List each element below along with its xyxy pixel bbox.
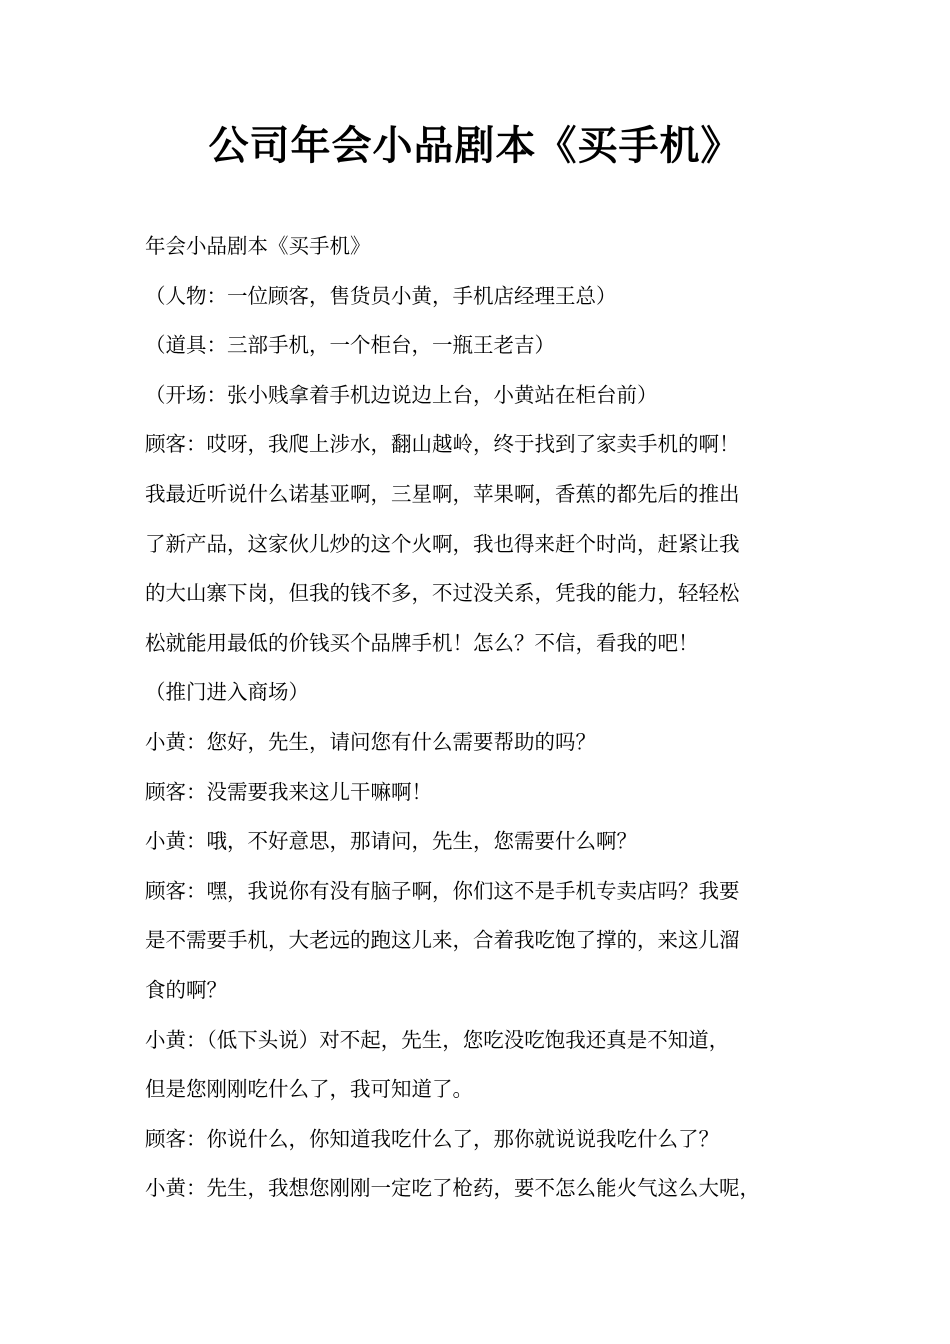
body-line: 顾客：没需要我来这儿干嘛啊！	[145, 779, 432, 804]
body-line: 但是您刚刚吃什么了，我可知道了。	[145, 1077, 473, 1102]
body-line: （推门进入商场）	[145, 680, 309, 705]
body-line: 小黄：先生，我想您刚刚一定吃了枪药，要不怎么能火气这么大呢，	[145, 1176, 760, 1201]
body-line: 小黄：哦，不好意思，那请问，先生，您需要什么啊？	[145, 829, 637, 854]
body-line: 松就能用最低的价钱买个品牌手机！怎么？不信，看我的吧！	[145, 630, 699, 655]
body-line: 顾客：嘿，我说你有没有脑子啊，你们这不是手机专卖店吗？我要	[145, 878, 740, 903]
body-line: 小黄：您好，先生，请问您有什么需要帮助的吗？	[145, 729, 596, 754]
body-line: 是不需要手机，大老远的跑这儿来，合着我吃饱了撑的，来这儿溜	[145, 928, 740, 953]
body-line: 的大山寨下岗，但我的钱不多，不过没关系，凭我的能力，轻轻松	[145, 581, 740, 606]
body-line: （道具：三部手机，一个柜台，一瓶王老吉）	[145, 333, 555, 358]
body-line: 我最近听说什么诺基亚啊，三星啊，苹果啊，香蕉的都先后的推出	[145, 481, 740, 506]
body-line: 顾客：你说什么，你知道我吃什么了，那你就说说我吃什么了？	[145, 1126, 719, 1151]
body-line: （人物：一位顾客，售货员小黄，手机店经理王总）	[145, 283, 617, 308]
body-line: 了新产品，这家伙儿炒的这个火啊，我也得来赶个时尚，赶紧让我	[145, 531, 740, 556]
body-line: 食的啊？	[145, 977, 227, 1002]
body-line: （开场：张小贱拿着手机边说边上台，小黄站在柜台前）	[145, 382, 658, 407]
body-line: 小黄：（低下头说）对不起，先生，您吃没吃饱我还真是不知道，	[145, 1027, 730, 1052]
document-title: 公司年会小品剧本《买手机》	[208, 123, 742, 169]
body-line: 年会小品剧本《买手机》	[145, 234, 371, 258]
body-line: 顾客：哎呀，我爬上涉水，翻山越岭，终于找到了家卖手机的啊！	[145, 432, 740, 457]
document-body	[145, 222, 810, 1214]
